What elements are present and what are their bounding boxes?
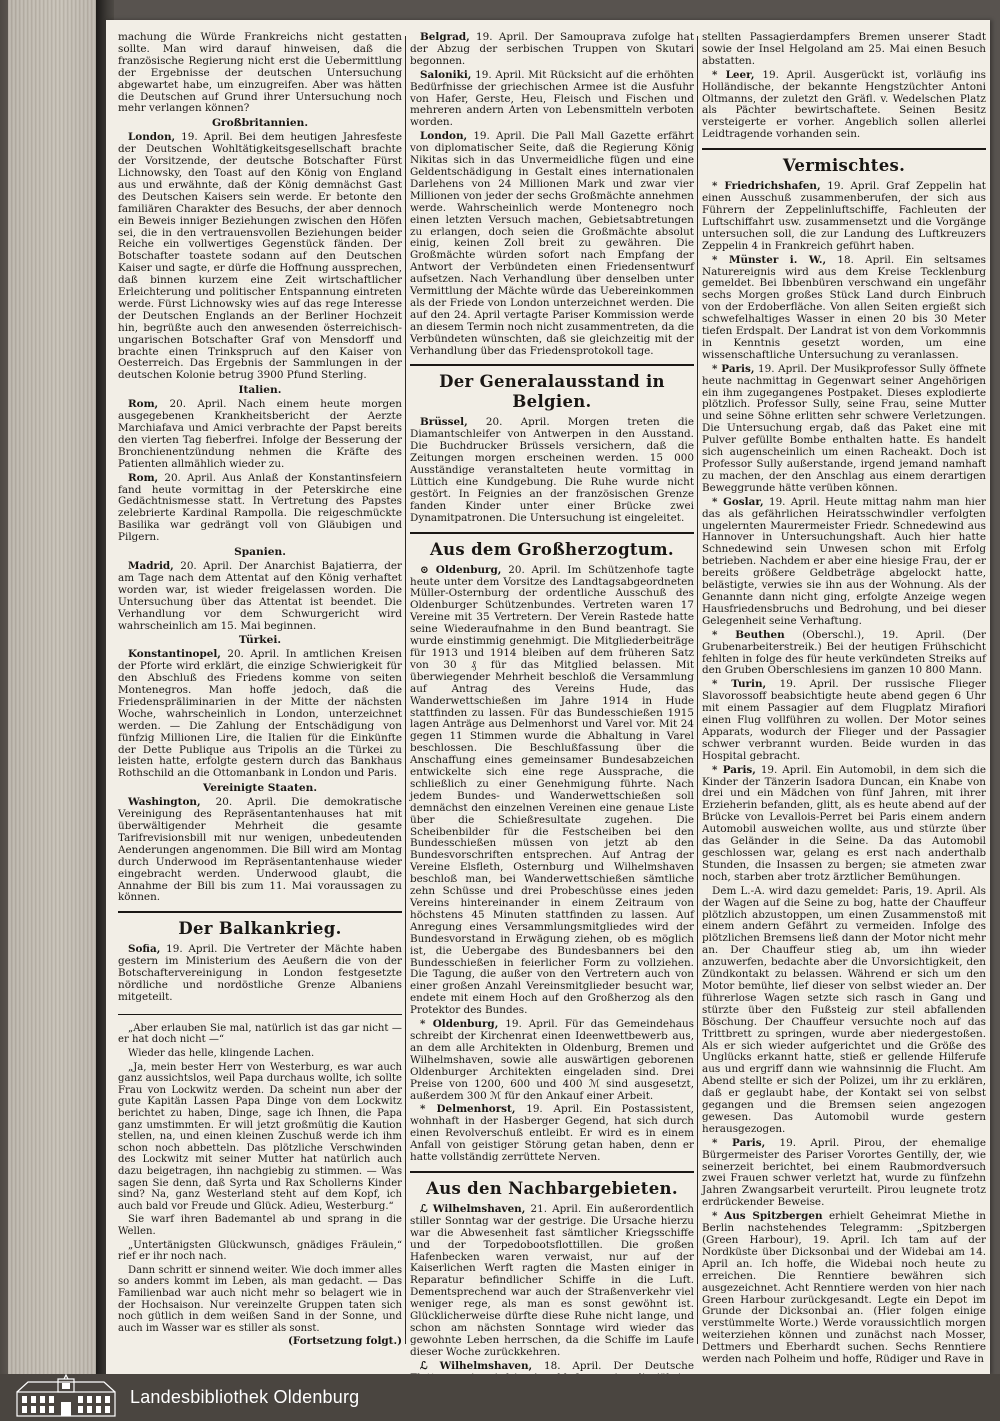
news-text: erhielt Geheimrat Miethe in Berlin nachstehendes Telegramm: „Spitzbergen (Green Harbour), 19. April. Ich tam auf der Nordküste über Dicksonbai und der Widebai am 14. April an. Ich hoffe, die Widebai noch heute zu erreichen. Die Renntiere bewähren sich ausgezeichnet. Acht Renntiere werden von hier nach Green Harbour zurückgesandt. Legte ein Depot im Grunde der Dicksonbai an. (Hier folgen einige verstümmelte Worte.) Werde voraussichtlich morgen weiterziehen können und zunächst nach Mosser, Dettmers und Eberhardt suchen. Sechs Renntiere werden nach Polheim und hoffe, Rüdiger und Rave in (702, 1210, 986, 1366)
column-2 (410, 31, 695, 1372)
feuilleton-paragraph: „Ja, mein bester Herr von Westerburg, es war auch ganz aussichtslos, weil Papa durchaus wollte, ich sollte Frau von Lockwitz werden. Da scheint nun aber der gute Kapitän Lassen Papa Dinge von dem Lockwitz berichtet zu haben, Dinge, sage ich Ihnen, die Papa ganz umstimmten. Er will jetzt großmütig die Kaution stellen, na, und einen kleinen Zuschuß werde ich ihm schon noch abbetteln. Das plötzliche Verschwinden des Lockwitz mit seiner Mutter hat natürlich auch dazu beigetragen, ihn nachgiebig zu stimmen. — Was sagen Sie denn, daß Syrta und Rax Schollerns Kinder sind? Na, ganz Westerland steht auf dem Kopf, ich auch bald vor Freude und Glück. Adieu, Westerburg.“ (118, 1061, 402, 1212)
dateline: Rom, (128, 471, 159, 484)
dateline: * Leer, (712, 68, 755, 81)
headline: Aus den Nachbargebieten. (426, 1178, 678, 1198)
news-text: 19. April. Ein Postassistent, wohnhaft in der Hasberger Gegend, hat sich durch einen Revolverschuß entleibt. Er wird es in einem Anfall von geistiger Störung getan haben, denn er hatte vollständig zerrüttete Nerven. (410, 1103, 694, 1164)
feuilleton-paragraph: „Untertänigsten Glückwunsch, gnädiges Fräulein,“ rief er ihr noch nach. (118, 1239, 402, 1263)
section-divider (410, 532, 694, 534)
headline: Aus dem Großherzogtum. (430, 539, 674, 559)
news-text: 19. April. Die Vertreter der Mächte haben gestern im Ministerium des Aeußern die von der Botschaftervereinigung in London festgesetzte nördliche und nordöstliche Grenze Albaniens mitgeteilt. (118, 943, 402, 1003)
news-text: 20. April. Morgen treten die Diamantschleifer von Antwerpen in den Ausstand. Die Buchdrucker Brüssels versichern, daß die Zeitungen morgen erscheinen werden. 15 000 Ausständige veranstalteten heute vormittag in Lüttich eine Kundgebung. Die Ruhe wurde nicht gestört. In Feignies an der französischen Grenze fanden Kinder unter einer Brücke zwei Dynamitpatronen. Die Untersuchung ist eingeleitet. (410, 416, 694, 524)
dateline: * Beuthen (712, 628, 785, 641)
feuilleton-paragraph: Sie warf ihren Bademantel ab und sprang in die Wellen. (118, 1214, 402, 1237)
news-item (702, 886, 986, 1136)
news-text: 19. April. Pirou, der ehemalige Bürgermeister des Pariser Vorortes Gentilly, der, wie seinerzeit berichtet, bei einem Raubmordversuch zwei Frauen schwer verletzt hat, wurde zu fünfzehn Jahren Zwangsarbeit verurteilt. Pirou leugnete trotz erdrückender Beweise. (702, 1136, 986, 1209)
dateline: Washington, (128, 796, 201, 809)
news-text: 19. April. Für das Gemeindehaus schreibt der Kirchenrat einen Ideenwettbewerb aus, an dem alle Architekten in Oldenburg, Bremen und Wilhelmshaven, sowie alle auswärtigen geborenen Oldenburger Architekten eingeladen sind. Drei Preise von 1200, 600 und 400 ℳ sind ausgesetzt, außerdem 300 ℳ für den Ankauf einer Arbeit. (410, 1018, 694, 1102)
news-item (118, 132, 402, 382)
column-rule (405, 36, 406, 1344)
news-item (118, 944, 402, 1004)
news-text: 20. April. Aus Anlaß der Konstantinsfeiern fand heute vormittag in der Peterskirche eine Gedächtnismesse statt. In Vertretung des Papstes zelebrierte Kardinal Rampolla. Die reigeschmückte Basilika war gedrängt voll von Gläubigen und Pilgern. (118, 471, 402, 544)
section-divider (410, 1171, 694, 1173)
dateline: * Delmenhorst, (420, 1103, 516, 1116)
news-text: 20. April. Die demokratische Vereinigung des Repräsentantenhauses hat mit überwältigender Mehrheit die gesamte Tarifrevisionsbill mit nur wenigen, unbedeutenden Aenderungen angenommen. Die Bill wird am Montag durch Underwood im Repräsentantenhause wieder eingebracht werden. Underwood glaubt, die Annahme der Bill bis zum 11. Mai voraussagen zu können. (118, 796, 402, 904)
news-item (410, 70, 694, 130)
news-item (702, 497, 986, 628)
dateline: Madrid, (128, 559, 174, 572)
news-item (702, 364, 986, 495)
section-heading: Türkei. (238, 634, 282, 647)
section-heading: Spanien. (234, 546, 286, 559)
column-rule (697, 36, 698, 1344)
news-item (702, 765, 986, 884)
news-item (118, 399, 402, 470)
continuation-note: (Fortsetzung folgt.) (287, 1335, 402, 1348)
news-item (118, 561, 402, 632)
news-item (410, 417, 694, 524)
news-item (702, 1138, 986, 1209)
news-item (702, 630, 986, 678)
column-3 (702, 31, 986, 1366)
dateline: * Oldenburg, (420, 1018, 499, 1031)
dateline: * Aus Spitzbergen (712, 1210, 823, 1223)
news-item (410, 1019, 694, 1102)
news-text: 19. April. Ein Automobil, in dem sich die Kinder der Tänzerin Isadora Duncan, ein Knabe von drei und ein Mädchen von fünf Jahren, mit ihrer Erzieherin befanden, glitt, als es heute abend auf der Brücke von Levallois-Perret bei Paris einem andern Automobil ausweichen wollte, aus und stürzte über das Geländer in die Seine. Da das Automobil geschlossen war, gelang es erst nach anderthalb Stunden, die Insassen zu bergen; sie atmeten zwar noch, starben aber trotz ärztlicher Bemühungen. (702, 763, 986, 883)
dateline: Rom, (128, 398, 159, 411)
feuilleton-section (118, 1014, 402, 1348)
library-footer (0, 1374, 1000, 1421)
news-item (118, 649, 402, 780)
news-text: 19. April. Der Musikprofessor Sully öffnete heute nachmittag in Gegenwart seiner Angehörigen ein ihm zugegangenes Postpaket. Dieses explodierte plötzlich. Professor Sully, seine Frau, seine Mutter und seine Söhne erlitten sehr schwere Verletzungen. Die Untersuchung ergab, daß das Paket eine mit Pulver gefüllte Bombe enthalten hatte. Es handelt sich augenscheinlich um einen Racheakt. Doch ist Professor Sully außerstande, irgend jemand namhaft zu machen, der den Anschlag aus einem derartigen Beweggrunde hätte verüben können. (702, 362, 986, 494)
news-text: 19. April. Die Pall Mall Gazette erfährt von diplomatischer Seite, daß die Regierung König Nikitas sich in das Unvermeidliche fügen und eine Geldentschädigung in Gestalt eines internationalen Darlehens von 24 Millionen Mark und zwar vier Millionen von jeder der sechs Großmächte annehmen werde. Wahrscheinlich werde Montenegro noch einen letzten Versuch machen, Gebietsabtretungen zu erlangen, doch seien die Großmächte absolut einig, keinen Zoll breit zu gewähren. Die Großmächte würden sofort nach Empfang der Antwort der Verbündeten einen Friedensentwurf aufsetzen. Nach Verhandlung über denselben unter Vermittlung der Mächte würde das Uebereinkommen als der Friede von London unterzeichnet werden. Die auf den 24. April vertagte Pariser Kommission werde an diesem Termin noch nicht zusammentreten, da die Verbündeten wünschten, daß sie gleichzeitig mit der Verhandlung über das Friedensprotokoll tage. (410, 130, 694, 357)
news-text: 19. April. Mit Rücksicht auf die erhöhten Bedürfnisse der griechischen Armee ist die Ausfuhr von Hafer, Gerste, Heu, Fleisch und Fischen und mehreren andern Arten von Lebensmitteln verboten worden. (410, 68, 695, 129)
news-text: 20. April. Der Anarchist Bajatierra, der am Tage nach dem Attentat auf den König verhaftet worden war, ist wieder freigelassen worden. Die Untersuchung über das Attentat ist beendet. Die Verhandlung vor dem Schwurgericht wird wahrscheinlich am 15. Mai beginnen. (118, 559, 402, 632)
news-item (410, 32, 694, 68)
news-text: 19. April. Bei dem heutigen Jahresfeste der Deutschen Wohltätigkeitsgesellschaft brachte der Vorsitzende, der deutsche Botschafter Fürst Lichnowsky, den Toast auf den König von England aus und erwähnte, daß der König demnächst Gast des Deutschen Kaisers sein werde. Er betonte den familiären Charakter des Besuchs, der aber dennoch ein Beweis inniger Beziehungen zwischen den Höfen sei, die in den vertrauensvollen Beziehungen beider Reiche ein vollwertiges Gegenstück fänden. Der Botschafter toastete sodann auf den Deutschen Kaiser und sagte, er dürfe die Hoffnung aussprechen, daß binnen kurzem eine Zeit wirtschaftlicher Erleichterung und politischer Entspannung eintreten werde. Fürst Lichnowsky wies auf das rege Interesse der Deutschen Englands an der Berliner Hochzeit hin, begrüßte auch den anwesenden österreichisch-ungarischen Botschafter Graf von Mensdorff und brachte einen Trinkspruch auf den Kaiser von Oesterreich. Das Ergebnis der Sammlungen in der deutschen Kolonie betrug 3900 Pfund Sterling. (118, 131, 402, 382)
news-text: 19. April. Der Samouprava zufolge hat der Abzug der serbischen Truppen von Skutari begonnen. (410, 31, 694, 67)
news-item (410, 1204, 694, 1359)
news-text: Dem L.-A. wird dazu gemeldet: Paris, 19. April. Als der Wagen auf die Seine zu bog, hatte der Chauffeur plötzlich abzustoppen, um einen Zusammenstoß mit einem andern Gefährt zu vermeiden. Infolge des plötzlichen Bremsens ließ dann der Motor nicht mehr an. Der Chauffeur stieg ab, um ihn wieder anzuwerfen, bedachte aber die Unvorsichtigkeit, den Zündkontakt zu belassen. Während er sich um den Motor bemühte, lief dieser von selbst wieder an. Der führerlose Wagen setzte sich rasch in Gang und stürzte über den Fußsteig zur steil abfallenden Böschung. Der Chauffeur versuchte noch auf das Trittbrett zu springen, wurde aber niedergestoßen. Als er sich wieder aufgerichtet und die Größe des Unglücks erkannt hatte, stieß er gellende Hilferufe aus und ergriff dann wie wahnsinnig die Flucht. Am Abend stellte er sich der Polizei, um ihr zu erklären, daß er geglaubt habe, der Kontakt sei von selbst gegangen und die Bremsen seien angezogen gewesen. Das Automobil wurde gestern herausgezogen. (702, 884, 986, 1135)
news-item (702, 255, 986, 362)
news-text: (Oberschl.), 19. April. (Der Grubenarbeiterstreik.) Bei der heutigen Frühschicht fehlten in folge des für heute verkündeten Streiks auf den Gruben Oberschlesiens im ganzen 10 800 Mann. (702, 628, 986, 677)
column-1 (118, 32, 402, 1352)
section-heading: Großbritannien. (211, 117, 309, 130)
section-heading: Vereinigte Staaten. (202, 782, 318, 795)
news-text: 18. April. Der Deutsche (544, 1359, 694, 1372)
section-heading: Italien. (238, 384, 282, 397)
news-item (410, 1104, 694, 1164)
news-text: 18. April. Ein seltsames Naturereignis wird aus dem Kreise Tecklenburg gemeldet. Bei Ibbenbüren verschwand ein ungefähr sechs Morgen großes Stück Land durch Einbruch von der Erdoberfläche. Von allen Seiten ergießt sich schwefelhaltiges Wasser in einen 20 bis 30 Meter tiefen Erdspalt. Der Landrat ist von dem Vorkommnis in Kenntnis gesetzt worden, um eine wissenschaftliche Untersuchung zu veranlassen. (702, 253, 986, 361)
section-divider (118, 911, 402, 913)
news-item (410, 131, 694, 357)
section-divider (702, 148, 986, 150)
news-item (702, 679, 986, 762)
dateline: ⊙ Oldenburg, (420, 563, 502, 576)
dateline: * Turin, (712, 678, 767, 691)
dateline: * Friedrichshafen, (712, 180, 821, 193)
dateline: Belgrad, (420, 31, 470, 43)
feuilleton-paragraph: „Aber erlauben Sie mal, natürlich ist das gar nicht — er hat doch nicht —“ (118, 1022, 402, 1046)
dateline: Sofia, (128, 943, 161, 956)
news-text: 19. April. Der russische Flieger Slavorossoff beabsichtigte heute abend gegen 6 Uhr mit einem Passagier auf dem Flugplatz Mirafiori einen Flug vollführen zu wollen. Der Motor seines Apparats, wodurch der Flieger und der Passagier schwer verbrannt wurden. Beide wurden in das Hospital gebracht. (702, 678, 986, 762)
headline: Der Balkankrieg. (178, 919, 342, 939)
news-text: 21. April. Ein außerordentlich stiller Sonntag war der gestrige. Die Ursache hierzu war die Abwesenheit fast sämtlicher Kriegsschiffe und der Torpedobootsflottillen. Die großen Hafenbecken waren verwaist, nur auf der Kaiserlichen Werft ragten die Masten einiger in Reparatur befindlicher Schiffe in die Luft. Dementsprechend war auch der Straßenverkehr viel weniger rege, als man es sonst gewöhnt ist. Glücklicherweise dürfte diese Ruhe nicht lange, und schon am nächsten Sonntage wird wieder das gewohnte Leben herrschen, da die Schiffe im Laufe dieser Woche zurückkehren. (410, 1202, 694, 1358)
dateline: * Paris, (712, 362, 755, 375)
news-text: 19. April. Graf Zeppelin hat einen Ausschuß zusammenberufen, der sich aus Führern der Zeppelinluftschiffe, Fachleuten der Luftschiffahrt usw. zusammensetzt und die Vorgänge untersuchen soll, die zur Landung des Luftkreuzers Zeppelin 4 in Frankreich geführt haben. (702, 180, 986, 252)
dateline: Konstantinopel, (128, 648, 221, 661)
headline: Der Generalausstand in Belgien. (439, 372, 665, 412)
news-text: 20. April. In amtlichen Kreisen der Pforte wird erklärt, die einzige Schwierigkeit für den Abschluß des Friedens komme von seiten Montenegros. Man hoffe jedoch, daß die Friedenspräliminarien in der Mitte der nächsten Woche, wahrscheinlich in London, unterzeichnet werden. — Die Zahlung der Entschädigung von fünfzig Millionen Lire, die Italien für die Einkünfte der Dette Publique aus Tripolis an die Türkei zu leisten hatte, erfolgte gestern durch das Bankhaus Rothschild an die Ottomanbank in London und Paris. (118, 648, 402, 780)
news-item (702, 181, 986, 252)
dateline: ℒ Wilhelmshaven, (420, 1359, 533, 1372)
dateline: * Münster i. W., (712, 253, 827, 266)
book-page-edges (8, 0, 100, 1380)
news-text: 20. April. Nach einem heute morgen ausgegebenen Krankheitsbericht der Aerzte Marchiafava und Amici verbrachte der Papst bereits den vierten Tag fieberfrei. Infolge der Besserung der Bronchienentzündung nehmen die Kräfte des Patienten allmählich wieder zu. (118, 398, 402, 470)
news-text: 19. April. Heute mittag nahm man hier das als gefährlichen Heiratsschwindler verfolgten ungelernten Maurermeister Friedr. Schnedewind aus Hannover in Untersuchungshaft. Auch hier hatte Schnedewind sein Unwesen schon mit Erfolg betrieben. Nachdem er aber eine hiesige Frau, der er bereits größere Geldbeträge abgelockt hatte, belästigte, verwies sie ihn aus der Wohnung. Als der Genannte dann nicht ging, erfolgte Anzeige wegen Hausfriedensbruchs und Bedrohung, und bei dieser Gelegenheit seine Verhaftung. (702, 495, 986, 627)
library-name: Landesbibliothek Oldenburg (130, 1387, 360, 1407)
section-divider (410, 364, 694, 366)
dateline: ℒ Wilhelmshaven, (420, 1202, 526, 1215)
news-item (410, 565, 694, 1017)
feuilleton-paragraph: Dann schritt er sinnend weiter. Wie doch immer alles so anders kommt im Leben, als man gedacht. — Das Familienbad war auch nicht mehr so belagert wie in der Hochsaison. Nur vereinzelte Gruppen taten sich noch gütlich in dem weißen Sand in der Sonne, und auch im Wasser war es stiller als sonst. (118, 1264, 402, 1334)
dateline: Brüssel, (420, 416, 468, 429)
dateline: * Goslar, (712, 495, 764, 508)
newspaper-page (106, 20, 990, 1375)
dateline: Saloniki, (420, 68, 472, 81)
news-item (702, 1211, 986, 1366)
news-item (118, 473, 402, 544)
article-continuation: stellten Passagierdampfers Bremen unserer Stadt sowie der Insel Helgoland am 25. Mai einen Besuch abstatten. (702, 31, 986, 67)
dateline: * Paris, (712, 763, 756, 776)
feuilleton-paragraph: Wieder das helle, klingende Lachen. (128, 1048, 315, 1060)
dateline: London, (420, 130, 468, 143)
news-item (702, 70, 986, 141)
article-continuation: machung die Würde Frankreichs nicht gestatten sollte. Man wird darauf hinweisen, daß die französische Regierung nicht erst die Uebermittlung der Ergebnisse der deutschen Untersuchung abgewartet habe, um einzugreifen. Aber was hätten die Deutschen auf Grund ihrer Untersuchung noch mehr verlangen können? (118, 31, 402, 115)
news-text: 20. April. Im Schützenhofe tagte heute unter dem Vorsitze des Landtagsabgeordneten Müller-Osternburg der ordentliche Ausschuß des Oldenburger Schützenbundes. Vertreten waren 17 Vereine mit 35 Vertretern. Der Verein Rastede hatte seine Wiederaufnahme in den Bund beantragt. Sie wurde einstimmig genehmigt. Die Mitgliederbeiträge für 1913 und 1914 bleiben auf dem früheren Satz von 30 ₰ für das Mitglied belassen. Mit überwiegender Mehrheit beschloß die Versammlung auf Antrag des Vereins Hude, das Wanderwettschießen im Jahre 1914 in Hude stattfinden zu lassen. Für das Bundesschießen 1915 lagen Anträge aus Delmenhorst und Varel vor. Mit 24 gegen 11 Stimmen wurde die Abhaltung in Varel beschlossen. Die Beschlußfassung über die Anschaffung eines gemeinsamer Bundesabzeichen entwickelte sich eine rege Aussprache, die schließlich zu einer Genehmigung führte. Nach jedem Bundes- und Wanderwettschießen soll demnächst den einzelnen Vereinen eine genaue Liste über die Schießresultate zugehen. Die Scheibenbilder für die Festscheiben bei den Bundesschießen müssen von jetzt ab den Bundesvorschriften entsprechen. Auf Antrag der Vereine Elsfleth, Osternburg und Wilhelmshaven beschloß man, bei Wanderwettschießen sämtliche zehn Schüsse und drei Probeschüsse eines jeden Vereins hintereinander in einem Zeitraum von höchstens 45 Minuten stattfinden zu lassen. Auf Anregung eines Versammlungsmitgliedes wird der Bundesvorstand in Erwägung ziehen, ob es möglich ist, die Uebergabe des Bundesbanners bei den Bundesschießen in feierlicher Form zu vollziehen. Die Tagung, die außer von den Vertretern auch von einer großen Anzahl Vereinsmitglieder besucht war, endete mit einem Hoch auf den Großherzog als den Protektor des Bundes. (410, 563, 695, 1017)
news-text: 19. April. Ausgerückt ist, vorläufig ins Holländische, der bekannte Hengstzüchter Antoni Oltmanns, der zuletzt den Gräfl. v. Wedelschen Platz als Pächter bewirtschaftete. Seinen Besitz versteigerte er vorher. Angeblich sollen allerlei Leidtragende vorhanden sein. (702, 68, 986, 141)
library-building-icon (14, 1378, 118, 1418)
dateline: London, (128, 131, 176, 144)
news-item (118, 797, 402, 904)
headline: Vermischtes. (782, 156, 906, 176)
dateline: * Paris, (712, 1136, 766, 1149)
